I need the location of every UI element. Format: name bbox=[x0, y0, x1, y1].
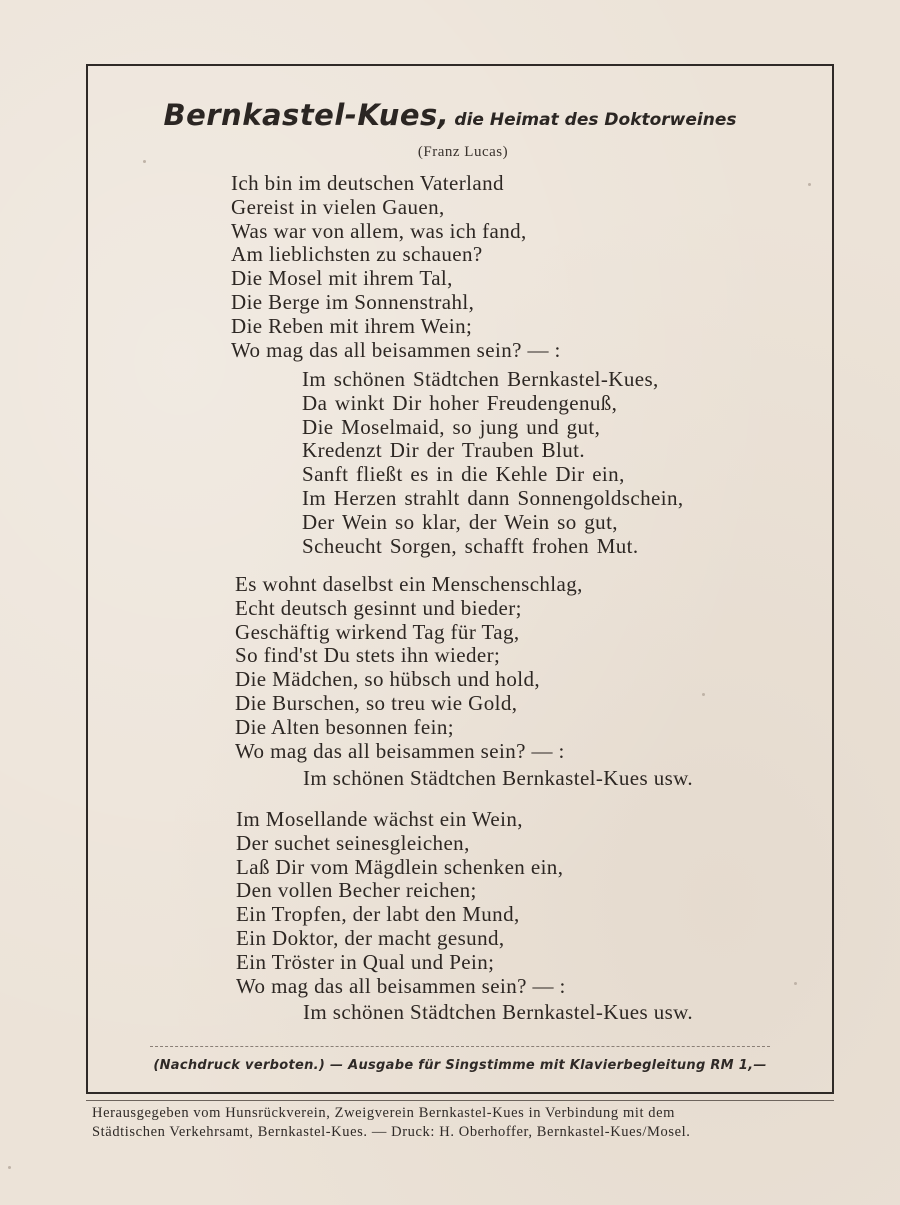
verse-line: Die Reben mit ihrem Wein; bbox=[231, 313, 473, 338]
refrain-line: Im schönen Städtchen Bernkastel-Kues usw. bbox=[303, 1000, 694, 1024]
refrain-line: Im schönen Städtchen Bernkastel-Kues, bbox=[302, 367, 659, 391]
verse-line: Die Alten besonnen fein; bbox=[235, 714, 454, 739]
verse-line: Ein Tropfen, der labt den Mund, bbox=[236, 902, 520, 927]
author-credit: (Franz Lucas) bbox=[417, 144, 509, 160]
title-subtitle: die Heimat des Doktorweines bbox=[454, 110, 737, 130]
imprint-line-1: Herausgegeben vom Hunsrückverein, Zweigverein Bernkastel-Kues in Verbindung mit dem bbox=[92, 1105, 676, 1121]
verse-line: Echt deutsch gesinnt und bieder; bbox=[235, 595, 522, 620]
verse-line: Was war von allem, was ich fand, bbox=[231, 218, 527, 243]
verse-line: Wo mag das all beisammen sein? — : bbox=[236, 973, 566, 998]
verse-line: So find'st Du stets ihn wieder; bbox=[235, 643, 501, 668]
page-title bbox=[0, 98, 900, 132]
refrain-2 bbox=[303, 767, 693, 791]
verse-line: Den vollen Becher reichen; bbox=[236, 878, 477, 903]
divider-dashed bbox=[150, 1046, 770, 1047]
refrain-line: Die Moselmaid, so jung und gut, bbox=[302, 414, 601, 439]
verse-line: Im Mosellande wächst ein Wein, bbox=[236, 807, 523, 831]
verse-line: Ein Tröster in Qual und Pein; bbox=[236, 949, 495, 974]
verse-line: Die Burschen, so treu wie Gold, bbox=[235, 690, 518, 715]
verse-line: Geschäftig wirkend Tag für Tag, bbox=[235, 619, 520, 644]
refrain-line: Kredenzt Dir der Trauben Blut. bbox=[302, 438, 586, 463]
paper-speck bbox=[143, 160, 146, 163]
refrain-line: Da winkt Dir hoher Freudengenuß, bbox=[302, 390, 618, 415]
paper-speck bbox=[808, 183, 811, 186]
verse-line: Es wohnt daselbst ein Menschenschlag, bbox=[235, 572, 583, 596]
verse-line: Wo mag das all beisammen sein? — : bbox=[231, 337, 561, 362]
refrain-1 bbox=[302, 368, 684, 558]
stanza-1 bbox=[231, 172, 561, 362]
paper-speck bbox=[794, 982, 797, 985]
verse-line: Gereist in vielen Gauen, bbox=[231, 194, 445, 219]
verse-line: Ein Doktor, der macht gesund, bbox=[236, 925, 505, 950]
title-main: Bernkastel-Kues, bbox=[163, 98, 450, 132]
divider-solid bbox=[86, 1100, 834, 1101]
verse-line: Am lieblichsten zu schauen? bbox=[231, 242, 483, 267]
refrain-line: Scheucht Sorgen, schafft frohen Mut. bbox=[302, 533, 639, 558]
paper-speck bbox=[702, 693, 705, 696]
paper-speck bbox=[8, 1166, 11, 1169]
refrain-line: Der Wein so klar, der Wein so gut, bbox=[302, 509, 618, 534]
verse-line: Der suchet seinesgleichen, bbox=[236, 830, 470, 855]
stanza-2 bbox=[235, 573, 583, 763]
verse-line: Ich bin im deutschen Vaterland bbox=[231, 171, 504, 195]
verse-line: Die Mädchen, so hübsch und hold, bbox=[235, 667, 541, 692]
verse-line: Wo mag das all beisammen sein? — : bbox=[235, 738, 565, 763]
verse-line: Laß Dir vom Mägdlein schenken ein, bbox=[236, 854, 564, 879]
refrain-line: Im Herzen strahlt dann Sonnengoldschein, bbox=[302, 485, 684, 510]
stanza-3 bbox=[236, 808, 566, 998]
refrain-line: Im schönen Städtchen Bernkastel-Kues usw. bbox=[303, 766, 694, 790]
refrain-3 bbox=[303, 1001, 693, 1025]
imprint bbox=[92, 1104, 852, 1142]
verse-line: Die Mosel mit ihrem Tal, bbox=[231, 266, 453, 291]
verse-line: Die Berge im Sonnenstrahl, bbox=[231, 289, 475, 314]
reprint-notice: (Nachdruck verboten.) — Ausgabe für Singstimme mit Klavierbegleitung RM 1,— bbox=[153, 1058, 767, 1073]
refrain-line: Sanft fließt es in die Kehle Dir ein, bbox=[302, 462, 625, 487]
imprint-line-2: Städtischen Verkehrsamt, Bernkastel-Kues. — Druck: H. Oberhoffer, Bernkastel-Kues/Mosel. bbox=[92, 1124, 691, 1140]
